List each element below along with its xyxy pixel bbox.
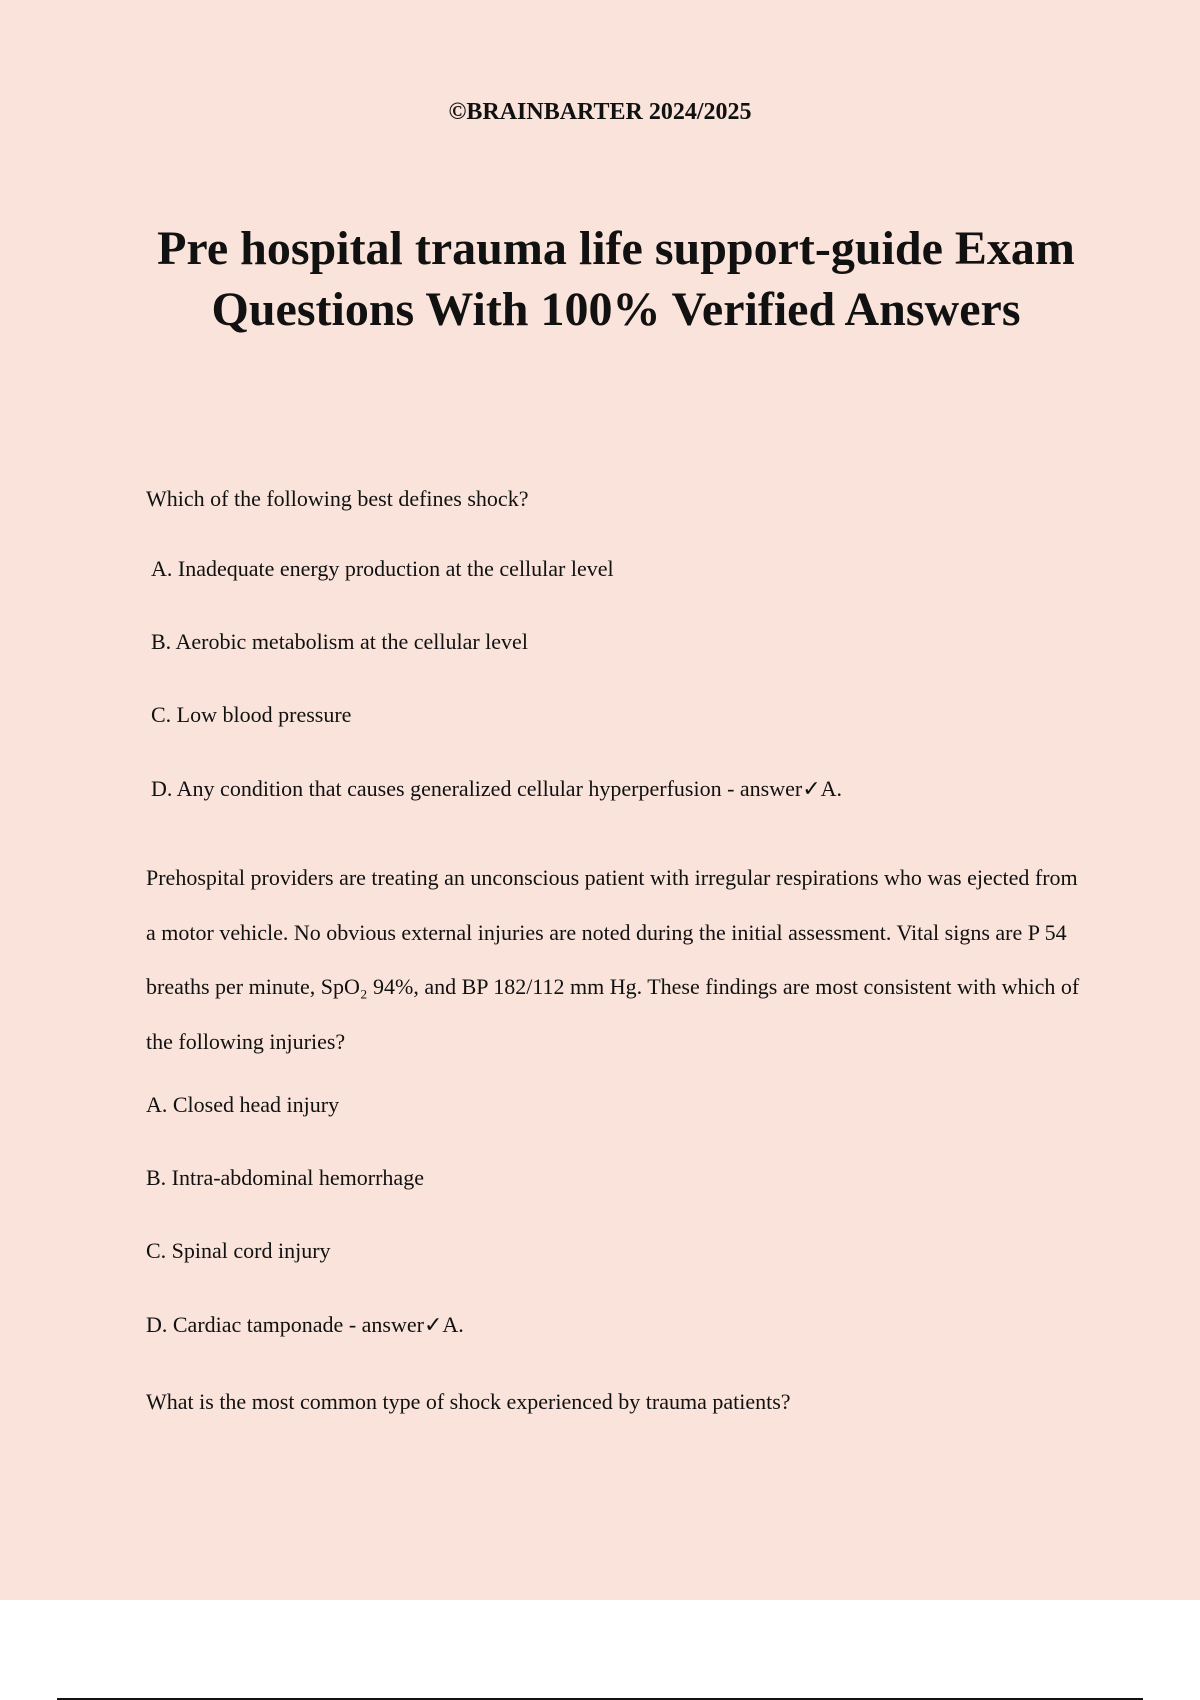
question-2-text: Prehospital providers are treating an unconscious patient with irregular respirations who was ejected from a motor vehicle. No obvious external injuries are noted during the initial assessment. Vital signs are P 54 breaths per minute, SpO₂ 94%, and BP 182/112 mm Hg. These findings are most consistent with which of the following injuries?	[146, 865, 1080, 1054]
question-2-option-d-answer: D. Cardiac tamponade - answer✓A.	[146, 1312, 464, 1337]
question-2-option-b: B. Intra-abdominal hemorrhage	[146, 1165, 424, 1190]
question-1-text: Which of the following best defines shock?	[146, 486, 529, 511]
question-2-option-c: C. Spinal cord injury	[146, 1238, 331, 1263]
document-title: Pre hospital trauma life support-guide Exam Questions With 100% Verified Answers	[157, 222, 1075, 336]
question-1-option-a: A. Inadequate energy production at the cellular level	[151, 556, 614, 581]
question-3-text: What is the most common type of shock experienced by trauma patients?	[146, 1389, 791, 1414]
question-1-option-c: C. Low blood pressure	[151, 702, 352, 727]
question-1-option-b: B. Aerobic metabolism at the cellular level	[151, 629, 528, 654]
question-2-option-a: A. Closed head injury	[146, 1092, 340, 1117]
copyright-header: ©BRAINBARTER 2024/2025	[448, 99, 752, 125]
question-1-option-d-answer: D. Any condition that causes generalized cellular hyperperfusion - answer✓A.	[151, 776, 843, 801]
